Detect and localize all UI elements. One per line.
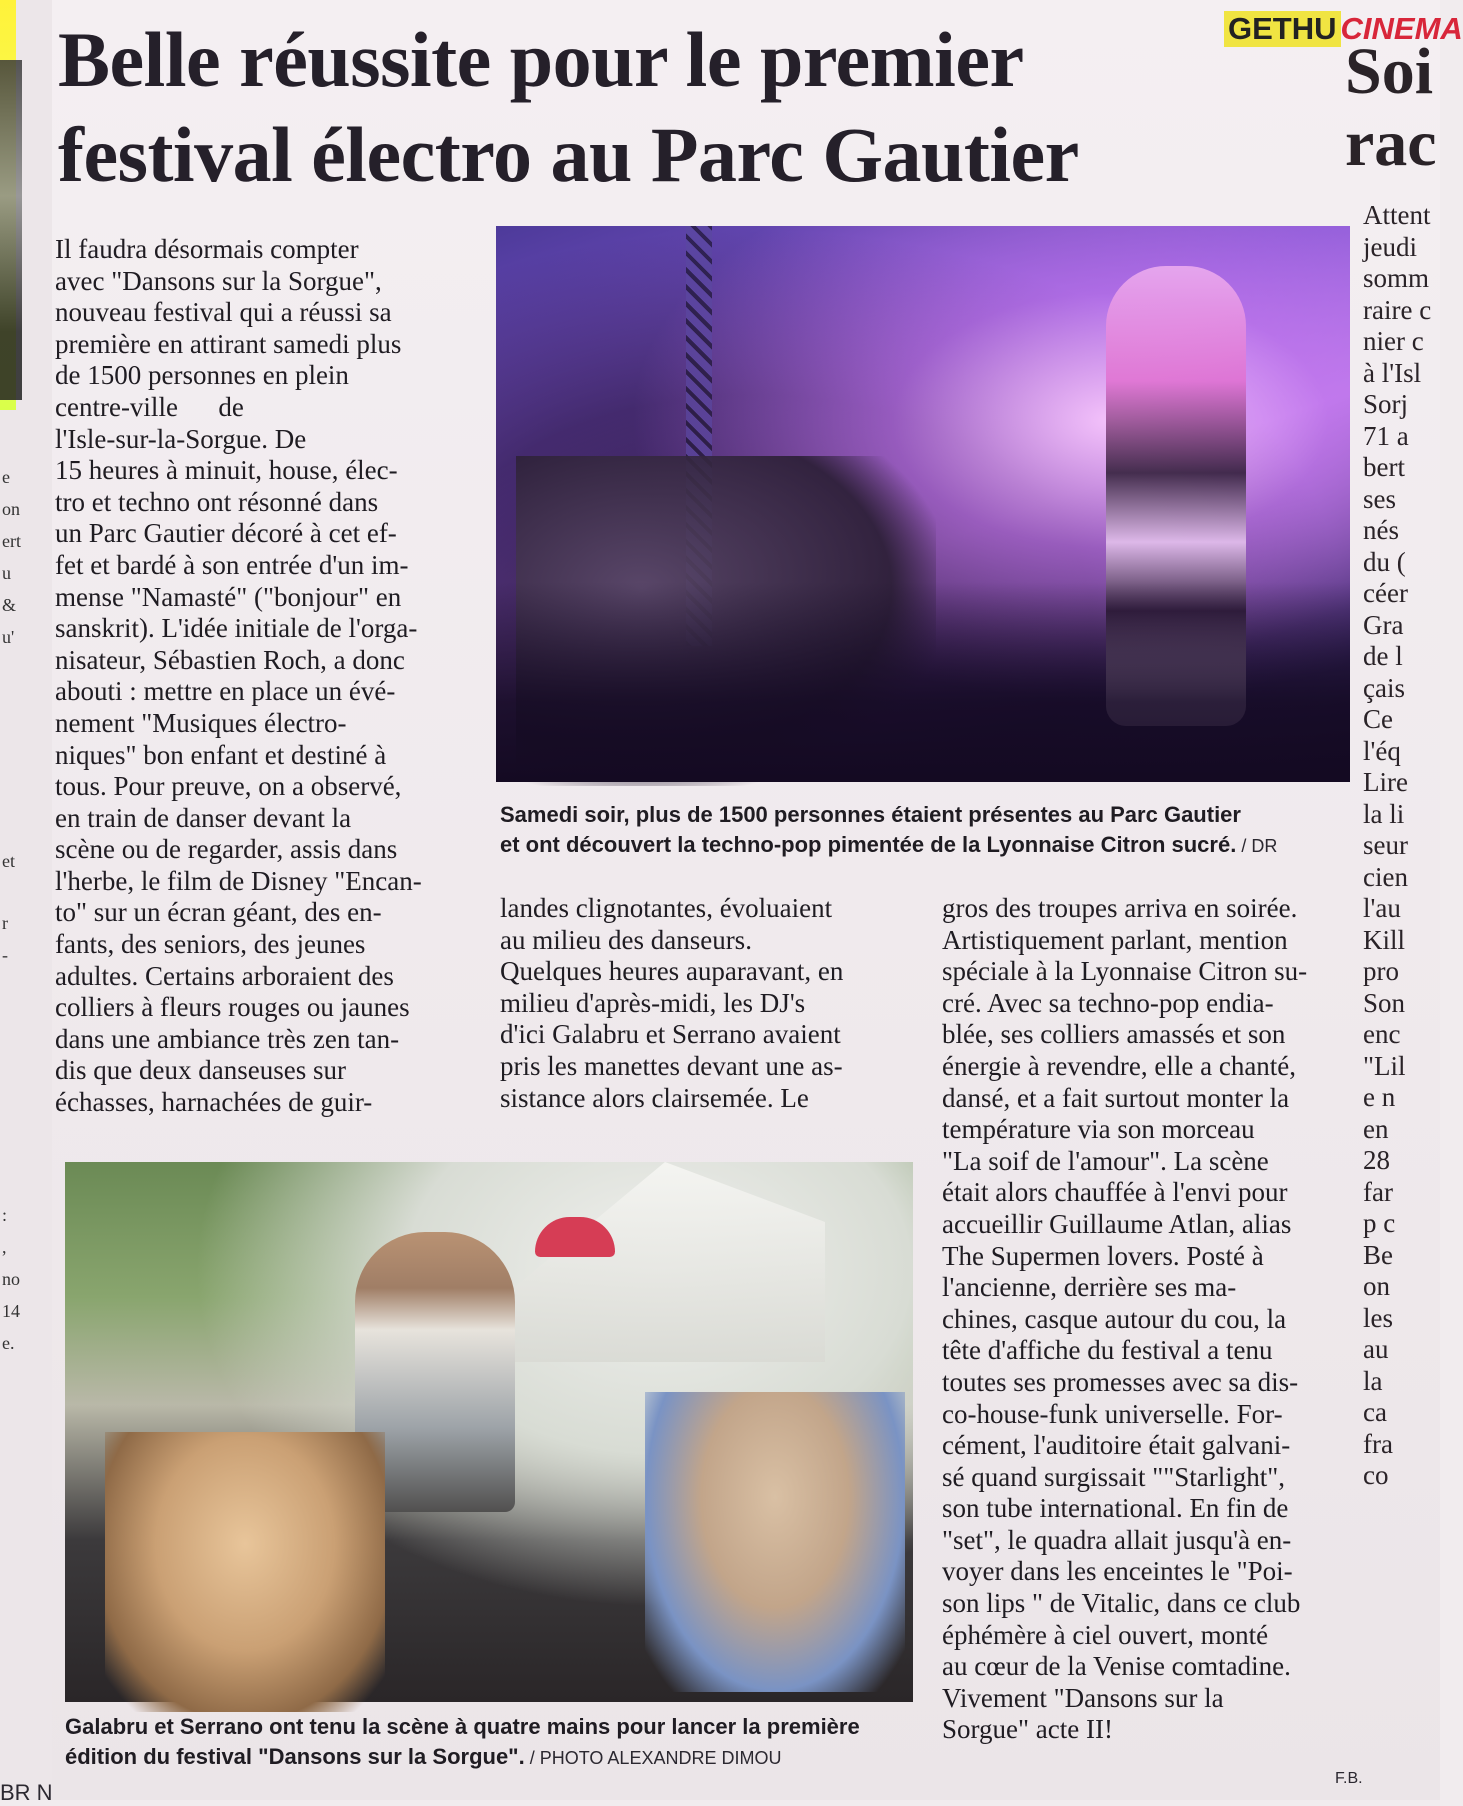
article-column-2 [500, 893, 905, 1114]
adjacent-headline-fragment: Soi [1345, 35, 1434, 108]
headline-line-2: festival électro au Parc Gautier [58, 111, 1079, 198]
stage-front [496, 582, 1350, 782]
dj-photo [65, 1162, 913, 1702]
author-initials: F.B. [1335, 1770, 1363, 1787]
audience-head [105, 1432, 385, 1712]
article-column-1 [55, 234, 465, 1119]
adjacent-text-fragment: 14 [2, 1301, 20, 1321]
adjacent-page-left [0, 0, 52, 1800]
adjacent-text-fragment: , [2, 1237, 7, 1257]
adjacent-text-fragment: - [2, 945, 8, 965]
caption-line: et ont découvert la techno-pop pimentée de la Lyonnaise Citron sucré. [500, 832, 1237, 857]
adjacent-column-text: Attent jeudi somm raire c nier c à l'Isl Sorj 71 a bert ses nés du ( céer Gra de l çais Ce l'éq Lire la li seur cien l'au Kill pro Son enc "Lil e n en 28 far p c Be on les au la ca fra co [1363, 200, 1432, 1490]
article-column-3 [942, 893, 1377, 1746]
photo-credit: / PHOTO ALEXANDRE DIMOU [524, 1748, 782, 1768]
watermark-part1: GETHU [1224, 11, 1341, 47]
audience-head [645, 1392, 905, 1692]
adjacent-text-fragment: u [2, 563, 11, 583]
footer-fragment: BR N [0, 1780, 53, 1805]
adjacent-text-fragment: : [2, 1205, 8, 1225]
adjacent-text-fragment: u' [2, 627, 15, 647]
adjacent-photo-fragment [0, 60, 22, 400]
adjacent-headline-fragment: rac [1345, 107, 1437, 180]
photo-credit: / DR [1236, 836, 1278, 856]
article-body-text: gros des troupes arriva en soirée. Artistiquement parlant, mention spéciale à la Lyonnaise Citron su- cré. Avec sa techno-pop endia- blée, ses colliers amassés et son énergie à revendre, elle a chanté, dansé, et a fait surtout monter la température via son morceau "La soif de l'amour". La scène était alors chauffée à l'envi pour accueillir Guillaume Atlan, alias The Supermen lovers. Posté à l'ancienne, derrière ses ma- chines, casque autour du cou, la tête d'affiche du festival a tenu toutes ses promesses avec sa dis- co-house-funk universelle. For- cément, l'auditoire était galvani- sé quand surgissait ""Starlight", son tube international. En fin de "set", le quadra allait jusqu'à en- voyer dans les enceintes le "Poi- son lips " de Vitalic, dans ce club éphémère à ciel ouvert, monté au cœur de la Venise comtadine. Vivement "Dansons sur la Sorgue" acte II! [942, 893, 1308, 1745]
adjacent-text-fragment: on [2, 499, 20, 519]
caption-line: Galabru et Serrano ont tenu la scène à quatre mains pour lancer la première [65, 1714, 860, 1739]
caption-line: Samedi soir, plus de 1500 personnes étaient présentes au Parc Gautier [500, 802, 1241, 827]
adjacent-text-fragment: et [2, 851, 15, 871]
article-headline [58, 12, 1348, 202]
adjacent-text-fragment: e [2, 467, 10, 487]
watermark-part2: CINEMA [1340, 11, 1463, 46]
caption-line: édition du festival "Dansons sur la Sorgue". [65, 1744, 525, 1769]
concert-photo [496, 226, 1350, 782]
headline-line-1: Belle réussite pour le premier [58, 16, 1024, 103]
adjacent-text-fragment: e. [2, 1333, 15, 1353]
adjacent-text-fragment: no [2, 1269, 20, 1289]
article-body-text: landes clignotantes, évoluaient au milieu des danseurs. Quelques heures auparavant, en milieu d'après-midi, les DJ's d'ici Galabru et Serrano avaient pris les manettes devant une as- sistance alors clairsemée. Le [500, 893, 844, 1113]
adjacent-text-fragment: r [2, 913, 8, 933]
adjacent-text-fragment: ert [2, 531, 21, 551]
adjacent-text-fragment: & [2, 595, 17, 615]
article-body-text: Il faudra désormais compter avec "Dansons sur la Sorgue", nouveau festival qui a réussi sa première en attirant samedi plus de 1500 personnes en plein centre-ville de l'Isle-sur-la-Sorgue. De 15 heures à minuit, house, élec- tro et techno ont résonné dans un Parc Gautier décoré à cet ef- fet et bardé à son entrée d'un im- mense "Namasté" ("bonjour" en sanskrit). L'idée initiale de l'orga- nisateur, Sébastien Roch, a donc abouti : mettre en place un évé- nement "Musiques électro- niques" bon enfant et destiné à tous. Pour preuve, on a observé, en train de danser devant la scène ou de regarder, assis dans l'herbe, le film de Disney "Encan- to" sur un écran géant, des en- fants, des seniors, des jeunes adultes. Certains arboraient des colliers à fleurs rouges ou jaunes dans une ambiance très zen tan- dis que deux danseuses sur échasses, harnachées de guir- [55, 234, 422, 1118]
photo-caption-bottom [65, 1712, 925, 1773]
photo-caption-top [500, 800, 1360, 861]
